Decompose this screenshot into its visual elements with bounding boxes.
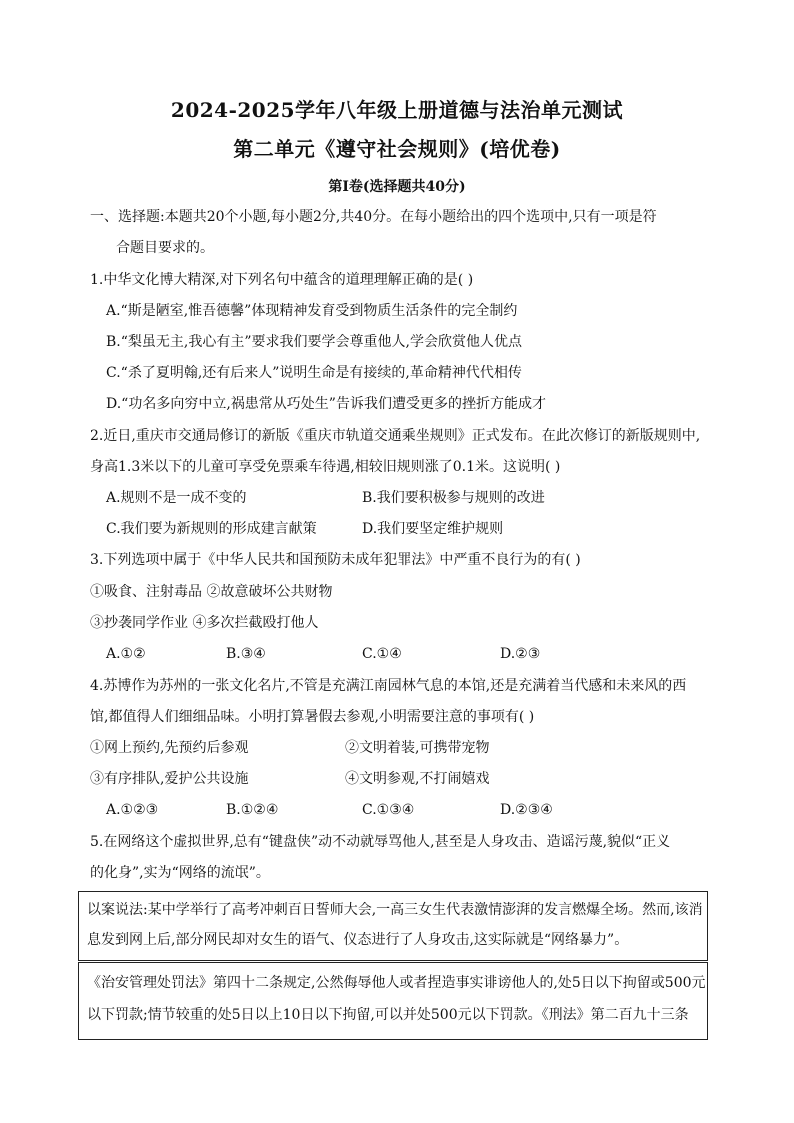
law-box-line-2: 以下罚款;情节较重的处5日以上10日以下拘留,可以并处500元以下罚款。《刑法》第二百九十三条 [87, 1007, 689, 1023]
question-4-item-1: ①网上预约,先预约后参观 [90, 740, 249, 756]
question-3-items-line-2: ③抄袭同学作业 ④多次拦截殴打他人 [90, 615, 319, 631]
question-1-option-b: B.“梨虽无主,我心有主”要求我们要学会尊重他人,学会欣赏他人优点 [106, 334, 522, 350]
instructions-line-1: 一、选择题:本题共20个小题,每小题2分,共40分。在每小题给出的四个选项中,只有一项是符 [90, 209, 657, 225]
question-5-stem-line-1: 5.在网络这个虚拟世界,总有“键盘侠”动不动就辱骂他人,甚至是人身攻击、造谣污蔑,貌似“正义 [90, 834, 671, 850]
question-1-stem: 1.中华文化博大精深,对下列名句中蕴含的道理理解正确的是( ) [90, 272, 474, 288]
question-4-option-d: D.②③④ [500, 802, 553, 818]
question-4-item-2: ②文明着装,可携带宠物 [345, 740, 490, 756]
question-3-option-a: A.①② [106, 646, 146, 662]
question-2-option-d: D.我们要坚定维护规则 [362, 521, 504, 537]
question-2-option-c: C.我们要为新规则的形成建言献策 [106, 521, 317, 537]
question-4-stem-line-1: 4.苏博作为苏州的一张文化名片,不管是充满江南园林气息的本馆,还是充满着当代感和未来风的西 [90, 678, 687, 694]
unit-title: 第二单元《遵守社会规则》(培优卷) [233, 137, 561, 161]
question-3-stem: 3.下列选项中属于《中华人民共和国预防未成年犯罪法》中严重不良行为的有( ) [90, 552, 581, 568]
question-4-item-3: ③有序排队,爱护公共设施 [90, 771, 249, 787]
section-title: 第Ⅰ卷(选择题共40分) [328, 179, 466, 195]
question-2-option-a: A.规则不是一成不变的 [106, 490, 247, 506]
case-box-line-1: 以案说法:某中学举行了高考冲刺百日誓师大会,一高三女生代表激情澎湃的发言燃爆全场。然而,该消 [87, 902, 703, 918]
question-1-option-c: C.“杀了夏明翰,还有后来人”说明生命是有接续的,革命精神代代相传 [106, 365, 522, 381]
exam-title: 2024-2025学年八年级上册道德与法治单元测试 [170, 98, 624, 122]
question-4-stem-line-2: 馆,都值得人们细细品味。小明打算暑假去参观,小明需要注意的事项有( ) [90, 709, 535, 725]
question-2-stem-line-2: 身高1.3米以下的儿童可享受免票乘车待遇,相较旧规则涨了0.1米。这说明( ) [90, 459, 561, 475]
case-box [78, 891, 708, 961]
question-4-item-4: ④文明参观,不打闹嬉戏 [345, 771, 490, 787]
question-3-option-c: C.①④ [362, 646, 402, 662]
question-4-option-b: B.①②④ [226, 802, 279, 818]
question-4-option-a: A.①②③ [106, 802, 159, 818]
law-box-line-1: 《治安管理处罚法》第四十二条规定,公然侮辱他人或者捏造事实诽谤他人的,处5日以下拘留或500元 [87, 975, 706, 991]
case-box-line-2: 息发到网上后,部分网民却对女生的语气、仪态进行了人身攻击,这实际就是“网络暴力”。 [87, 932, 629, 948]
question-3-option-d: D.②③ [500, 646, 541, 662]
question-3-option-b: B.③④ [226, 646, 266, 662]
question-4-option-c: C.①③④ [362, 802, 415, 818]
question-3-items-line-1: ①吸食、注射毒品 ②故意破坏公共财物 [90, 584, 333, 600]
question-5-stem-line-2: 的化身”,实为“网络的流氓”。 [90, 865, 270, 881]
question-1-option-a: A.“斯是陋室,惟吾德馨”体现精神发育受到物质生活条件的完全制约 [106, 303, 518, 319]
question-2-option-b: B.我们要积极参与规则的改进 [362, 490, 545, 506]
law-box [78, 962, 708, 1040]
instructions-line-2: 合题目要求的。 [116, 240, 214, 256]
question-2-stem-line-1: 2.近日,重庆市交通局修订的新版《重庆市轨道交通乘坐规则》正式发布。在此次修订的新版规则中, [90, 428, 701, 444]
question-1-option-d: D.“功名多向穷中立,祸患常从巧处生”告诉我们遭受更多的挫折方能成才 [106, 396, 546, 412]
